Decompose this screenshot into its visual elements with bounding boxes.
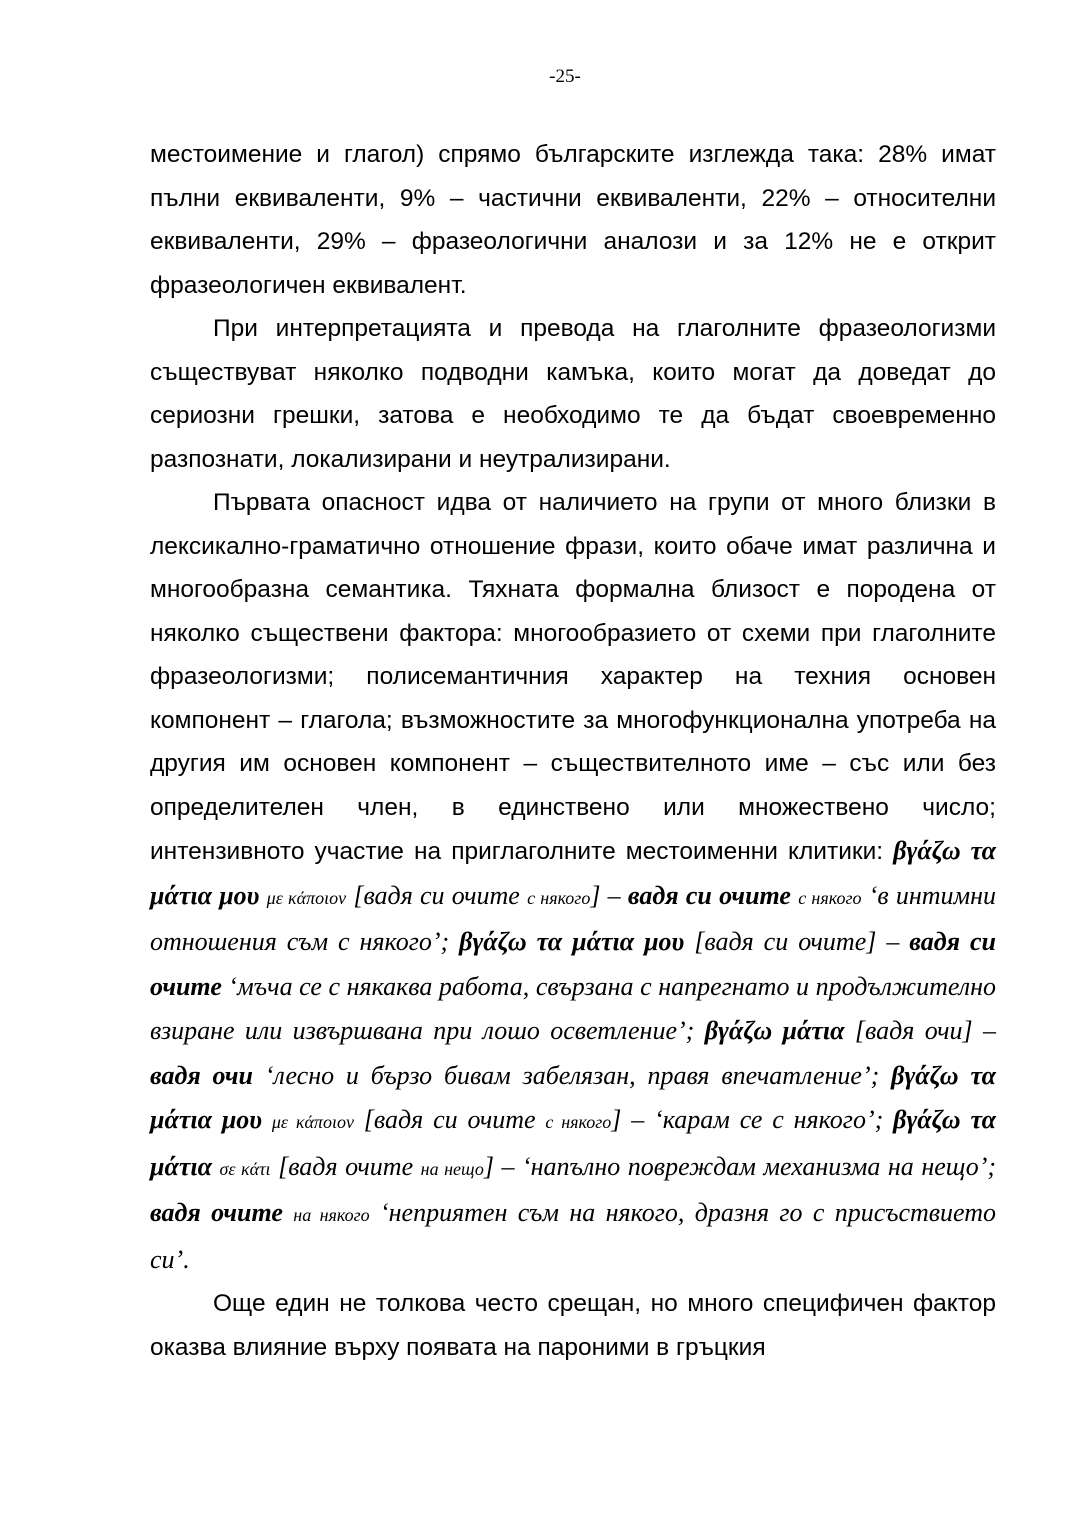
paragraph-2: При интерпретацията и превода на глаголните фразеологизми съществуват няколко подводни камъка, които могат да доведат до сериозни грешки, затова е необходимо те да бъдат своевременно разпознати, локализирани и неутрализирани.: [150, 315, 996, 473]
literal-translation: [вадя очите: [270, 1151, 421, 1181]
paragraph-3: [150, 481, 996, 1282]
paragraph-1: местоимение и глагол) спрямо българските изглежда така: 28% имат пълни еквиваленти, 9% – частични еквиваленти, 22% – относителни еквиваленти, 29% – фразеологични аналози и за 12% не е открит фразеологичен еквивалент.: [150, 141, 996, 299]
space: [262, 1105, 272, 1134]
examples-block: [150, 836, 996, 1274]
meaning: ‘неприятен съм на някого, дразня го с присъствието си’.: [150, 1198, 997, 1274]
paragraph-3-intro: Първата опасност идва от наличието на групи от много близки в лексикално-граматично отношение фрази, които обаче имат различна и многообразна семантика. Тяхната формална близост е породена от няколко съществени фактора: многообразието от схеми при глаголните фразеологизми; полисемантичния характер на техния основен компонент – глагола; възможностите за многофункционална употреба на другия им основен компонент – съществителното име – със или без определителен член, в единствено или множествено число; интензивното участие на приглаголните местоименни клитики:: [150, 489, 996, 865]
meaning: ] – ‘напълно повреждам механизма на нещо’;: [483, 1151, 997, 1181]
paragraph-4: Още един не толкова често срещан, но много специфичен фактор оказва влияние върху появата на пароними в гръцкия: [150, 1290, 996, 1361]
meaning: ] – ‘карам се с някого’;: [611, 1105, 894, 1134]
greek-phrase: βγάζω τα μάτια μου: [150, 1060, 996, 1134]
complement: с някого: [545, 1112, 612, 1132]
bulgarian-phrase: вадя си очите: [627, 880, 791, 910]
greek-complement: με κάποιον: [266, 887, 347, 908]
bulgarian-phrase: вадя си очите: [150, 927, 996, 1001]
greek-phrase: βγάζω τα μάτια μου: [459, 927, 685, 956]
complement: с някого: [527, 887, 591, 908]
complement: с някого: [798, 887, 862, 908]
body-text: [150, 133, 996, 1369]
greek-phrase: βγάζω μάτια: [704, 1016, 845, 1045]
separator: ] –: [590, 880, 628, 910]
meaning: ‘в интимни отношения съм с някого’;: [150, 880, 997, 956]
greek-phrase: βγάζω τα μάτια: [150, 1105, 997, 1181]
greek-complement: σε κάτι: [219, 1158, 271, 1179]
complement: на някого: [293, 1205, 370, 1225]
complement: на нещо: [420, 1158, 484, 1179]
bulgarian-phrase: вадя очите: [150, 1198, 283, 1227]
literal-translation: [вадя си очите: [353, 1105, 546, 1134]
literal-translation: [вадя си очите] –: [684, 927, 910, 956]
greek-phrase: βγάζω τα μάτια μου: [150, 836, 997, 910]
page-number: -25-: [549, 66, 581, 87]
greek-complement: με κάποιον: [271, 1112, 354, 1132]
meaning: ‘лесно и бързо бивам забелязан, правя впечатление’;: [253, 1060, 892, 1090]
space: [283, 1198, 293, 1227]
literal-translation: [вадя си очите: [346, 880, 528, 910]
meaning: ‘мъча се с някаква работа, свързана с напрегнато и продължително взиране или извършвана при лошо осветление’;: [150, 971, 996, 1045]
bulgarian-phrase: вадя очи: [150, 1060, 253, 1090]
literal-translation: [вадя очи] –: [844, 1016, 996, 1045]
space: [212, 1152, 220, 1181]
